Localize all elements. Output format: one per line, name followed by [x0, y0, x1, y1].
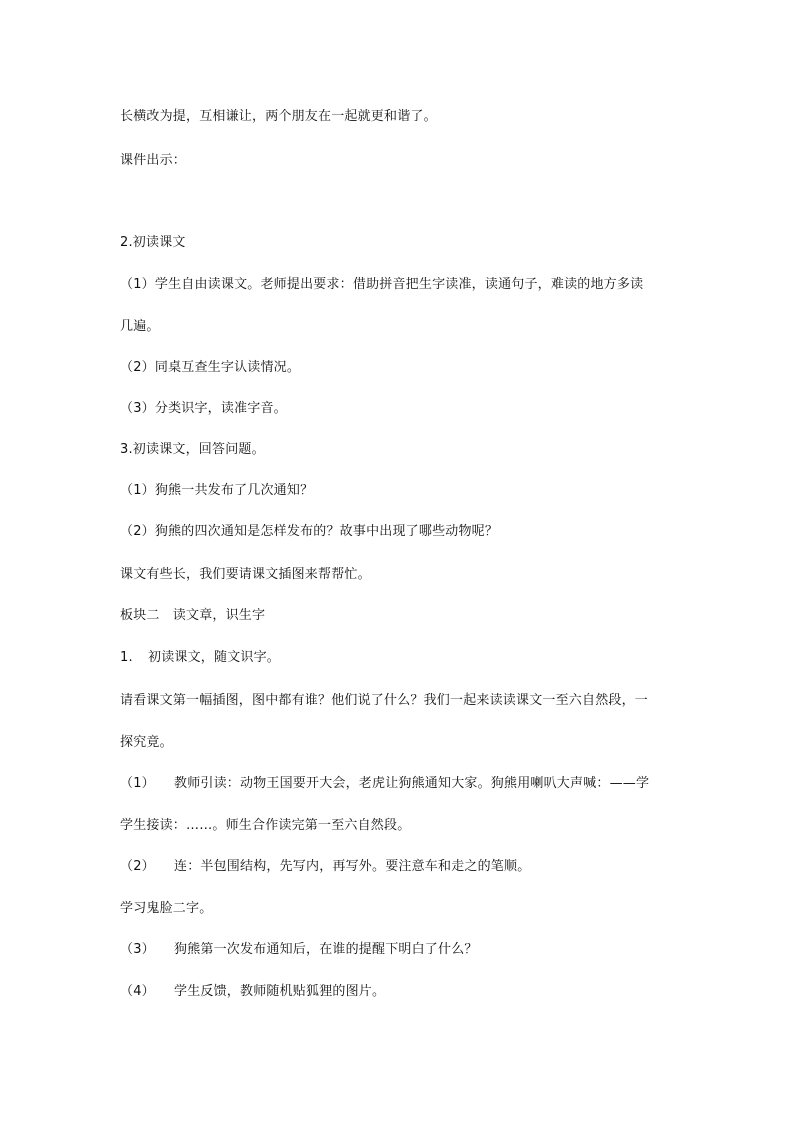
paragraph: （2）狗熊的四次通知是怎样发布的？故事中出现了哪些动物呢？ — [120, 524, 499, 539]
numbered-item — [120, 941, 478, 959]
section-heading: 2.初读课文 — [120, 235, 186, 250]
paragraph: （1）狗熊一共发布了几次通知？ — [120, 483, 314, 498]
paragraph: 几遍。 — [120, 319, 160, 334]
item-text: 初读课文，随文识字。 — [148, 650, 281, 665]
item-text: 学生反馈，教师随机贴狐狸的图片。 — [174, 984, 386, 999]
item-number: 1. — [120, 650, 133, 665]
paragraph: （2）同桌互查生字认读情况。 — [120, 360, 301, 375]
item-number: （1） — [120, 776, 155, 791]
item-number: （4） — [120, 984, 155, 999]
paragraph: 学习鬼脸二字。 — [120, 901, 213, 916]
paragraph: （1）学生自由读课文。老师提出要求：借助拼音把生字读准，读通句子，难读的地方多读 — [120, 277, 644, 292]
section-heading: 3.初读课文，回答问题。 — [120, 442, 265, 457]
numbered-item — [120, 983, 385, 1001]
numbered-item — [120, 858, 530, 876]
paragraph: 课件出示： — [120, 153, 187, 168]
item-number: （3） — [120, 942, 155, 957]
paragraph: 学生接读：……。师生合作读完第一至六自然段。 — [120, 818, 411, 833]
item-text: 狗熊第一次发布通知后，在谁的提醒下明白了什么？ — [174, 942, 478, 957]
numbered-item — [120, 775, 649, 793]
paragraph: 长横改为提，互相谦让，两个朋友在一起就更和谐了。 — [120, 109, 437, 124]
section-heading: 板块二 读文章，识生字 — [120, 608, 266, 623]
item-text: 教师引读：动物王国要开大会，老虎让狗熊通知大家。狗熊用喇叭大声喊：——学 — [174, 776, 650, 791]
paragraph: （3）分类识字，读准字音。 — [120, 401, 287, 416]
paragraph: 探究竟。 — [120, 735, 173, 750]
paragraph: 请看课文第一幅插图，图中都有谁？他们说了什么？我们一起来读读课文一至六自然段，一 — [120, 693, 649, 708]
item-text: 连：半包围结构，先写内，再写外。要注意车和走之的笔顺。 — [174, 859, 531, 874]
item-number: （2） — [120, 859, 155, 874]
paragraph: 课文有些长，我们要请课文插图来帮帮忙。 — [120, 567, 371, 582]
numbered-item — [120, 649, 280, 667]
